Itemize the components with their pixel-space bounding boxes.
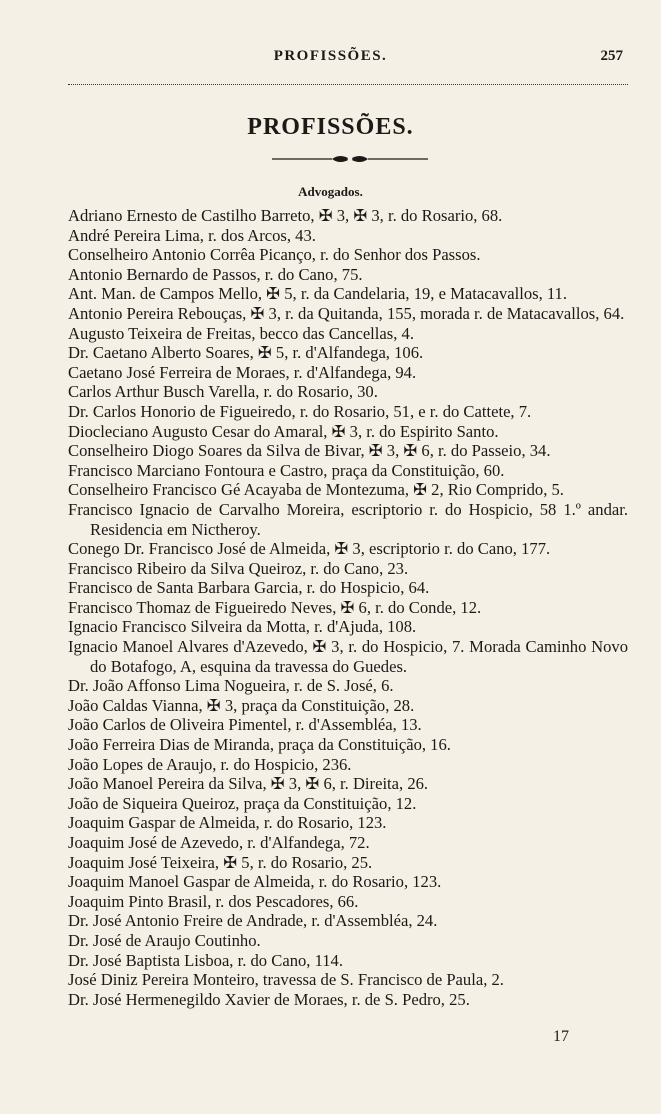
list-item: Joaquim José de Azevedo, r. d'Alfandega, 72. xyxy=(68,833,370,852)
list-item: Joaquim José Teixeira, ✠ 5, r. do Rosario, 25. xyxy=(68,852,373,872)
list-item: Conselheiro Antonio Corrêa Picanço, r. do Senhor dos Passos. xyxy=(68,245,481,265)
signature-mark: 17 xyxy=(553,1028,569,1045)
list-item: André Pereira Lima, r. dos Arcos, 43. xyxy=(68,225,316,245)
list-item: Augusto Teixeira de Freitas, becco das Cancellas, 4. xyxy=(68,323,414,343)
list-item: Conselheiro Diogo Soares da Silva de Bivar, ✠ 3, ✠ 6, r. do Passeio, 34. xyxy=(68,441,551,461)
page-title: PROFISSÕES. xyxy=(247,114,414,140)
section-heading: Advogados. xyxy=(298,184,363,199)
list-item: João de Siqueira Queiroz, praça da Constituição, 12. xyxy=(68,793,417,813)
running-head xyxy=(0,48,661,70)
entry-list xyxy=(68,206,628,1009)
list-item: Caetano José Ferreira de Moraes, r. d'Alfandega, 94. xyxy=(68,362,417,382)
list-item: Francisco Ignacio de Carvalho Moreira, escriptorio r. do Hospicio, 58 1.º andar. Residencia em Nictheroy. xyxy=(68,499,628,539)
list-item: Joaquim Gaspar de Almeida, r. do Rosario, 123. xyxy=(68,813,387,833)
list-item: Dr. Carlos Honorio de Figueiredo, r. do Rosario, 51, e r. do Cattete, 7. xyxy=(68,401,532,421)
list-item: João Ferreira Dias de Miranda, praça da Constituição, 16. xyxy=(68,735,451,755)
list-item: José Diniz Pereira Monteiro, travessa de S. Francisco de Paula, 2. xyxy=(68,970,504,990)
list-item: Dr. José Baptista Lisboa, r. do Cano, 114. xyxy=(68,950,344,970)
list-item: Francisco Marciano Fontoura e Castro, praça da Constituição, 60. xyxy=(68,460,505,480)
list-item: Dr. José de Araujo Coutinho. xyxy=(68,930,261,950)
page-number: 257 xyxy=(600,48,623,64)
list-item: Carlos Arthur Busch Varella, r. do Rosario, 30. xyxy=(68,382,378,402)
list-item: Joaquim Pinto Brasil, r. dos Pescadores, 66. xyxy=(68,891,359,911)
list-item: Dr. João Affonso Lima Nogueira, r. de S. José, 6. xyxy=(68,676,394,696)
list-item: Conselheiro Francisco Gé Acayaba de Montezuma, ✠ 2, Rio Comprido, 5. xyxy=(68,480,564,500)
list-item: Dr. José Hermenegildo Xavier de Moraes, r. de S. Pedro, 25. xyxy=(68,989,470,1009)
list-item: João Carlos de Oliveira Pimentel, r. d'Assembléa, 13. xyxy=(68,715,422,735)
list-item: Dr. Caetano Alberto Soares, ✠ 5, r. d'Alfandega, 106. xyxy=(68,343,424,363)
list-item: Adriano Ernesto de Castilho Barreto, ✠ 3, ✠ 3, r. do Rosario, 68. xyxy=(68,206,503,225)
list-item: Francisco Ribeiro da Silva Queiroz, r. do Cano, 23. xyxy=(68,558,409,578)
list-item: Conego Dr. Francisco José de Almeida, ✠ 3, escriptorio r. do Cano, 177. xyxy=(68,539,551,559)
list-item: Ant. Man. de Campos Mello, ✠ 5, r. da Candelaria, 19, e Matacavallos, 11. xyxy=(68,284,568,304)
list-item: Joaquim Manoel Gaspar de Almeida, r. do Rosario, 123. xyxy=(68,872,442,892)
header-rule xyxy=(68,84,628,85)
list-item: Ignacio Francisco Silveira da Motta, r. d'Ajuda, 108. xyxy=(68,617,417,637)
list-item: Dr. José Antonio Freire de Andrade, r. d'Assembléa, 24. xyxy=(68,911,438,931)
running-title: PROFISSÕES. xyxy=(273,48,388,64)
list-item: João Lopes de Araujo, r. do Hospicio, 236. xyxy=(68,754,352,774)
list-item: Francisco Thomaz de Figueiredo Neves, ✠ 6, r. do Conde, 12. xyxy=(68,597,482,617)
list-item: João Caldas Vianna, ✠ 3, praça da Constituição, 28. xyxy=(68,695,415,715)
ornamental-rule-icon xyxy=(270,151,430,167)
list-item: Antonio Pereira Rebouças, ✠ 3, r. da Quitanda, 155, morada r. de Matacavallos, 64. xyxy=(68,303,625,323)
list-item: Antonio Bernardo de Passos, r. do Cano, 75. xyxy=(68,264,363,284)
list-item: Ignacio Manoel Alvares d'Azevedo, ✠ 3, r. do Hospicio, 7. Morada Caminho Novo do Botafogo, A, esquina da travessa do Guedes. xyxy=(68,637,628,676)
list-item: Diocleciano Augusto Cesar do Amaral, ✠ 3, r. do Espirito Santo. xyxy=(68,421,499,441)
list-item: João Manoel Pereira da Silva, ✠ 3, ✠ 6, r. Direita, 26. xyxy=(68,774,429,794)
list-item: Francisco de Santa Barbara Garcia, r. do Hospicio, 64. xyxy=(68,578,430,598)
